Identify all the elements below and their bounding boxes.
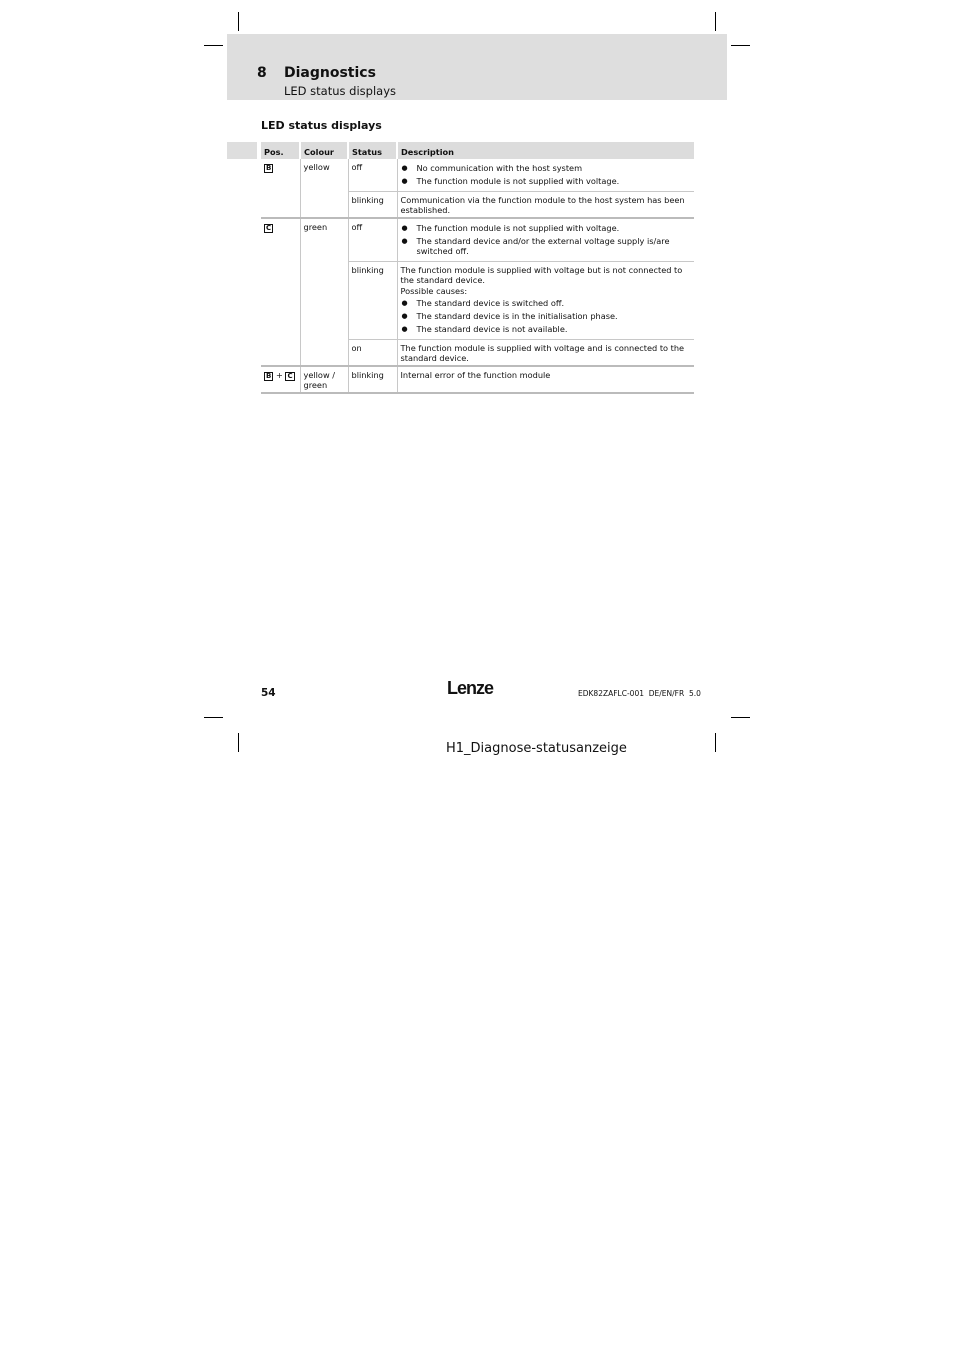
status-cell: blinking <box>348 366 397 393</box>
status-cell: off <box>348 159 397 192</box>
column-header-description: Description <box>397 142 694 159</box>
pos-c-label: C <box>266 224 272 232</box>
crop-mark <box>731 45 750 46</box>
led-status-table <box>261 142 694 394</box>
list-item: ● The standard device is switched off. <box>401 298 692 308</box>
colour-cell: yellow <box>300 159 348 218</box>
column-header-status: Status <box>348 142 397 159</box>
crop-mark <box>204 45 223 46</box>
column-header-colour: Colour <box>300 142 348 159</box>
pos-cell <box>261 218 300 366</box>
chapter-subtitle: LED status displays <box>284 84 397 98</box>
table-row <box>261 218 694 262</box>
pos-cell <box>261 366 300 393</box>
colour-cell: yellow / green <box>300 366 348 393</box>
colour-cell: green <box>300 218 348 366</box>
description-cell: The function module is supplied with voltage and is connected to the standard device. <box>397 340 694 367</box>
pos-c-label: C <box>287 372 293 380</box>
table-row <box>261 366 694 393</box>
description-text: The function module is supplied with voltage but is not connected to the standard device. <box>400 265 683 285</box>
list-item: ● The standard device is in the initialisation phase. <box>401 311 692 321</box>
crop-mark <box>204 717 223 718</box>
description-cell: Communication via the function module to the host system has been established. <box>397 192 694 219</box>
description-cell <box>397 159 694 192</box>
chapter-title: Diagnostics <box>284 65 376 81</box>
crop-mark <box>715 733 716 752</box>
footer-label: H1_Diagnose-statusanzeige <box>446 741 627 756</box>
lenze-logo: Lenze <box>447 678 494 698</box>
pos-b-label: B <box>266 372 272 380</box>
pos-cell <box>261 159 300 218</box>
section-heading: LED status displays <box>261 119 382 132</box>
crop-mark <box>731 717 750 718</box>
document-code: EDK82ZAFLC-001 DE/EN/FR 5.0 <box>578 689 701 698</box>
crop-mark <box>715 12 716 31</box>
possible-causes-label: Possible causes: <box>400 286 468 296</box>
plus-sign: + <box>275 370 283 380</box>
list-item: ● The standard device and/or the external voltage supply is/are switched off. <box>401 236 692 256</box>
description-cell: Internal error of the function module <box>397 366 694 393</box>
status-cell: on <box>348 340 397 367</box>
list-item: ● No communication with the host system <box>401 163 692 173</box>
side-marker <box>227 142 257 159</box>
crop-mark <box>238 733 239 752</box>
table-row <box>261 159 694 192</box>
status-cell: blinking <box>348 262 397 340</box>
description-cell <box>397 262 694 340</box>
crop-mark <box>238 12 239 31</box>
description-cell <box>397 218 694 262</box>
column-header-pos: Pos. <box>261 142 300 159</box>
list-item: ● The function module is not supplied with voltage. <box>401 176 692 186</box>
list-item: ● The standard device is not available. <box>401 324 692 334</box>
chapter-number: 8 <box>257 65 267 81</box>
status-cell: off <box>348 218 397 262</box>
pos-b-label: B <box>266 164 272 172</box>
table-header-row <box>261 142 694 159</box>
page-number: 54 <box>261 687 276 699</box>
status-cell: blinking <box>348 192 397 219</box>
list-item: ● The function module is not supplied with voltage. <box>401 223 692 233</box>
